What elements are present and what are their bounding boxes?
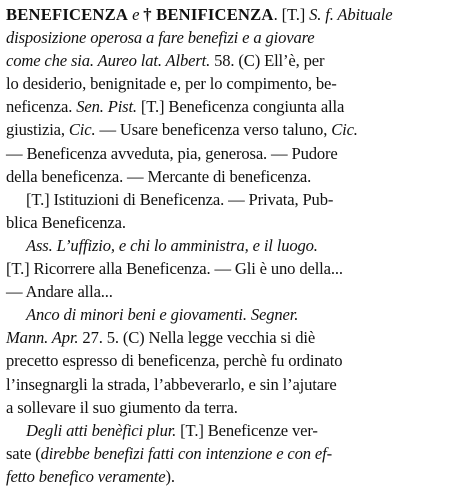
example-text: [T.] Beneficenze ver- xyxy=(176,420,318,440)
entry-line xyxy=(6,257,464,280)
example-text: [T.] Beneficenza congiunta alla xyxy=(136,97,345,117)
entry-line xyxy=(6,442,464,465)
entry-line xyxy=(6,419,464,442)
tag-marker: . [T.] xyxy=(273,5,310,24)
entry-line xyxy=(6,95,464,118)
headword: BENEFICENZA xyxy=(6,5,129,24)
entry-line xyxy=(6,26,464,49)
gloss-note: direbbe benefizi fatti con intenzione e con ef- xyxy=(40,443,332,463)
entry-line xyxy=(6,142,464,165)
entry-line xyxy=(6,49,464,72)
source-abbreviation: Sen. Pist. xyxy=(76,97,137,117)
source-abbreviation: Cic. xyxy=(331,120,358,140)
example-text: — Andare alla... xyxy=(6,282,113,302)
sense-definition: Degli atti benèfici plur. xyxy=(26,420,177,440)
sense-definition: Ass. L’uffizio, e chi lo amministra, e il luogo. xyxy=(26,235,318,255)
source-abbreviation: Cic. xyxy=(68,120,96,140)
conjunction: e xyxy=(128,5,144,24)
sense-definition: Anco di minori beni e giovamenti. Segner. xyxy=(26,305,299,325)
example-text: — Beneficenza avveduta, pia, generosa. — Pudore xyxy=(6,143,338,163)
example-text: blica Beneficenza. xyxy=(6,212,126,232)
entry-line xyxy=(6,165,464,188)
citation-text: precetto espresso di beneficenza, perchè fu ordinato xyxy=(6,351,343,371)
example-text: giustizia, xyxy=(6,120,69,140)
entry-line xyxy=(6,3,464,26)
example-text: [T.] Ricorrere alla Beneficenza. — Gli è uno della... xyxy=(6,259,343,279)
entry-line xyxy=(6,118,464,141)
entry-line xyxy=(6,72,464,95)
example-text: [T.] Istituzioni di Beneficenza. — Privata, Pub- xyxy=(26,189,334,209)
citation-text: l’insegnargli la strada, l’abbeverarlo, e sin l’ajutare xyxy=(6,374,337,394)
citation-text: neficenza. xyxy=(6,97,77,117)
example-text: — Usare beneficenza verso taluno, xyxy=(95,120,332,140)
entry-line xyxy=(6,396,464,419)
citation-text: 58. (C) Ell’è, per xyxy=(210,51,325,71)
closing-punctuation: ). xyxy=(165,466,175,486)
example-text: sate ( xyxy=(6,443,41,463)
entry-line xyxy=(6,211,464,234)
entry-line xyxy=(6,303,464,326)
citation-text: 27. 5. (C) Nella legge vecchia si diè xyxy=(78,328,316,348)
variant-headword: † BENIFICENZA xyxy=(143,5,274,24)
entry-line xyxy=(6,373,464,396)
source-abbreviation: Mann. Apr. xyxy=(6,328,79,348)
entry-line xyxy=(6,465,464,488)
grammar-note: S. f. Abituale xyxy=(309,5,393,24)
gloss-note: fetto benefico veramente xyxy=(6,466,166,486)
entry-line xyxy=(6,280,464,303)
definition-text: come che sia. Aureo lat. Albert. xyxy=(6,51,211,71)
entry-line xyxy=(6,349,464,372)
entry-line xyxy=(6,188,464,211)
example-text: della beneficenza. — Mercante di beneficenza. xyxy=(6,166,312,186)
citation-text: lo desiderio, benignitade e, per lo compimento, be- xyxy=(6,74,337,94)
entry-line xyxy=(6,326,464,349)
citation-text: a sollevare il suo giumento da terra. xyxy=(6,397,238,417)
entry-line xyxy=(6,234,464,257)
definition-text: disposizione operosa a fare benefizi e a giovare xyxy=(6,28,315,48)
